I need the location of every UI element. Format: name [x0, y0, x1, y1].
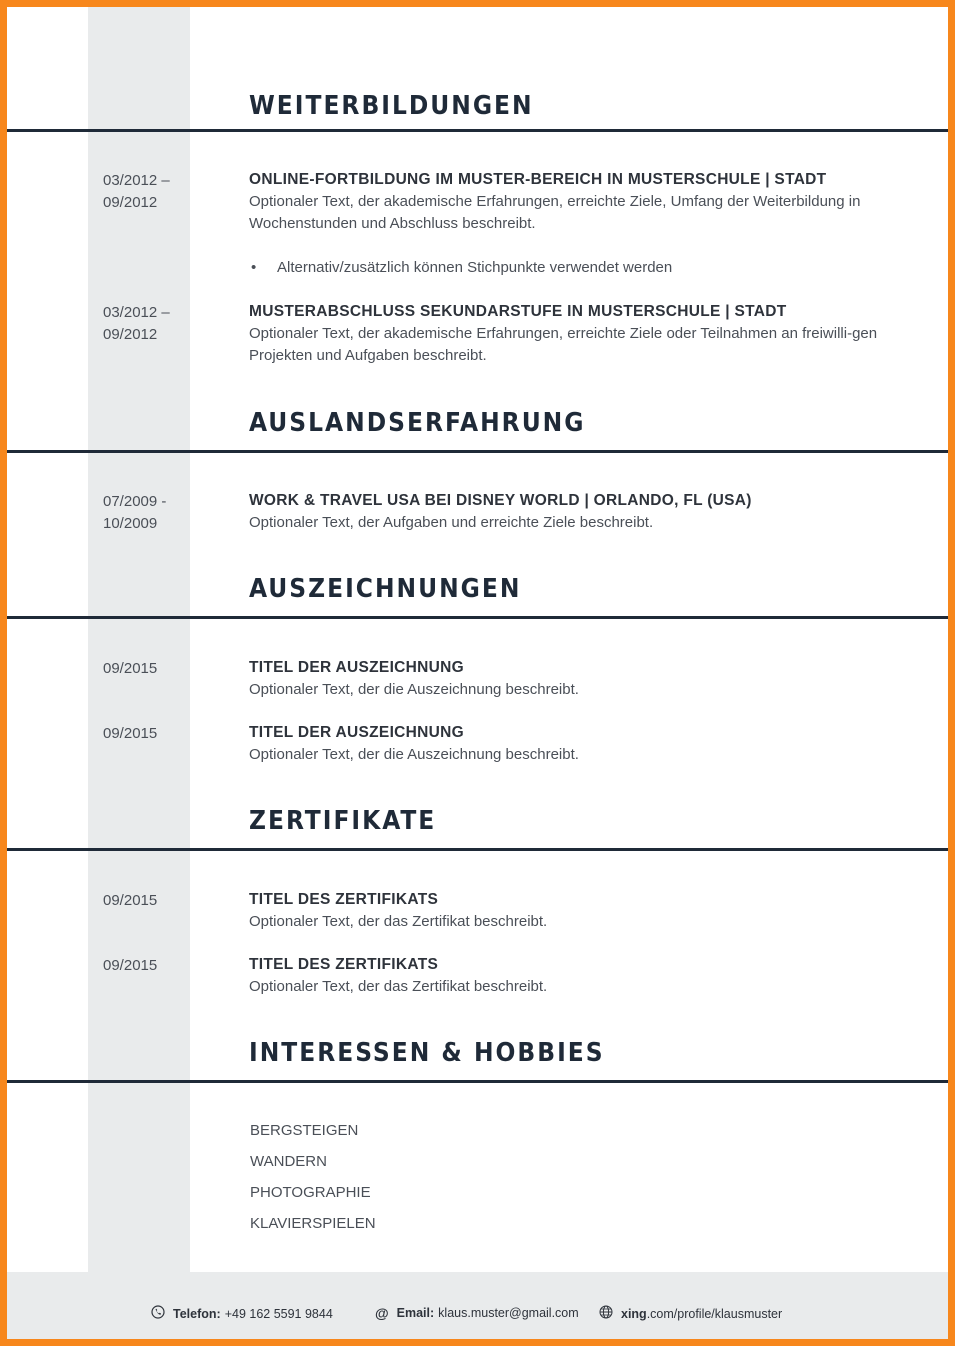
- entry-text: Optionaler Text, der Aufgaben und erreichte Ziele beschreibt.: [249, 514, 654, 531]
- entry-title: TITEL DES ZERTIFIKATS: [249, 956, 439, 973]
- entry-date: 09/2015: [103, 660, 158, 677]
- section-title-weiterbildungen: WEITERBILDUNGEN: [249, 91, 534, 121]
- web-value[interactable]: [621, 1307, 782, 1321]
- bullet-text: Alternativ/zusätzlich können Stichpunkte verwendet werden: [277, 259, 673, 276]
- section-divider: [7, 616, 948, 619]
- contact-email: [375, 1305, 579, 1321]
- award-entry: [249, 722, 899, 766]
- hobby-item: BERGSTEIGEN: [250, 1122, 359, 1139]
- certificate-entry: [249, 889, 899, 933]
- entry-text: Optionaler Text, der die Auszeichnung beschreibt.: [249, 681, 579, 698]
- email-label: Email:: [396, 1306, 435, 1320]
- entry-title: MUSTERABSCHLUSS SEKUNDARSTUFE IN MUSTERSCHULE | STADT: [249, 303, 787, 320]
- phone-label: Telefon:: [173, 1306, 221, 1321]
- entry-date: 07/2009 - 10/2009: [103, 493, 167, 532]
- at-icon: @: [375, 1305, 389, 1321]
- section-title-auslandserfahrung: AUSLANDSERFAHRUNG: [249, 408, 586, 438]
- entry-title: TITEL DER AUSZEICHNUNG: [249, 659, 464, 676]
- entry-text: Optionaler Text, der die Auszeichnung beschreibt.: [249, 746, 579, 763]
- entry-date: 03/2012 – 09/2012: [103, 304, 170, 343]
- education-entry: [249, 169, 899, 235]
- bullet-point: [249, 257, 889, 279]
- entry-text: Optionaler Text, der akademische Erfahrungen, erreichte Ziele, Umfang der Weiterbildung in Wochenstunden und Abschluss beschreibt.: [249, 193, 861, 232]
- phone-icon: [151, 1305, 165, 1322]
- entry-title: TITEL DES ZERTIFIKATS: [249, 891, 439, 908]
- entry-text: Optionaler Text, der das Zertifikat beschreibt.: [249, 913, 548, 930]
- hobby-item: KLAVIERSPIELEN: [250, 1215, 376, 1232]
- education-entry: [249, 301, 899, 367]
- entry-title: WORK & TRAVEL USA BEI DISNEY WORLD | ORLANDO, FL (USA): [249, 492, 752, 509]
- section-title-auszeichnungen: AUSZEICHNUNGEN: [249, 574, 522, 604]
- hobby-item: PHOTOGRAPHIE: [250, 1184, 371, 1201]
- entry-title: ONLINE-FORTBILDUNG IM MUSTER-BEREICH IN MUSTERSCHULE | STADT: [249, 171, 827, 188]
- hobby-item: WANDERN: [250, 1153, 327, 1170]
- section-title-interessen: INTERESSEN & HOBBIES: [249, 1038, 605, 1068]
- entry-date: 09/2015: [103, 892, 158, 909]
- abroad-entry: [249, 490, 899, 534]
- entry-title: TITEL DER AUSZEICHNUNG: [249, 724, 464, 741]
- entry-text: Optionaler Text, der akademische Erfahrungen, erreichte Ziele oder Teilnahmen an freiwilli-gen Projekten und Aufgaben beschreibt.: [249, 325, 878, 364]
- section-divider: [7, 450, 948, 453]
- section-divider: [7, 1080, 948, 1083]
- award-entry: [249, 657, 899, 701]
- entry-date: 09/2015: [103, 957, 158, 974]
- bullet-icon: •: [251, 259, 257, 276]
- email-value[interactable]: klaus.muster@gmail.com: [438, 1306, 579, 1320]
- contact-web: [599, 1305, 782, 1322]
- globe-icon: [599, 1305, 613, 1322]
- section-divider: [7, 848, 948, 851]
- contact-phone: [151, 1305, 333, 1322]
- entry-date: 03/2012 – 09/2012: [103, 172, 170, 211]
- web-value-rest: .com/profile/klausmuster: [646, 1306, 783, 1321]
- phone-value: +49 162 5591 9844: [224, 1306, 333, 1321]
- section-title-zertifikate: ZERTIFIKATE: [249, 806, 437, 836]
- web-value-bold: xing: [621, 1306, 647, 1321]
- section-divider: [7, 129, 948, 132]
- certificate-entry: [249, 954, 899, 998]
- entry-text: Optionaler Text, der das Zertifikat beschreibt.: [249, 978, 548, 995]
- entry-date: 09/2015: [103, 725, 158, 742]
